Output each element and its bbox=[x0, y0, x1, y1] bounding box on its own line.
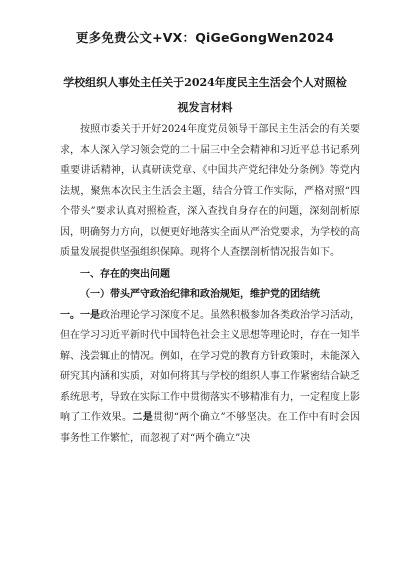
subsection-heading-tail: 一。 bbox=[60, 309, 80, 321]
point-marker-1: 一是 bbox=[80, 309, 100, 321]
section-heading: 一、存在的突出问题 bbox=[80, 268, 170, 280]
title-line-2: 视发言材料 bbox=[177, 101, 233, 114]
intro-paragraph: 按照市委关于开好2024年度党员领导干部民主生活会的有关要求，本人深入学习领会党的二十届三中全会精神和习近平总书记系列重要讲话精神，认真研读党章、《中国共产党纪律处分条例》等党内法规，聚焦本次民主生活会主题，结合分管工作实际，严格对照“四个带头”要求认真对照检查，深入查找自身存在的问题，深刻剖析原因，明确努力方向，以便更好地落实全面从严治党要求，为学校的高质量发展提供坚强组织保障。现将个人查摆剖析情况报告如下。 bbox=[60, 124, 360, 258]
body-paragraph bbox=[60, 306, 360, 450]
subsection-heading: （一）带头严守政治纪律和政治规矩，维护党的团结统 bbox=[80, 289, 320, 300]
point-marker-2: 二是 bbox=[132, 412, 154, 423]
title-line-1: 学校组织人事处主任关于2024年度民主生活会个人对照检 bbox=[63, 76, 347, 89]
promo-header: 更多免费公文+VX：QiGeGongWen2024 bbox=[75, 30, 335, 45]
document-body bbox=[60, 120, 360, 449]
point-text-2: 贯彻“两个确立”不够坚决。在工作中有时会因事务性工作繁忙，而忽视了对“两个确立”决 bbox=[60, 412, 361, 444]
document-title bbox=[44, 70, 366, 120]
point-text-1: 政治理论学习深度不足。虽然积极参加各类政治学习活动，但在学习习近平新时代中国特色社会主义思想等理论时，存在一知半解、浅尝辄止的情况。例如，在学习党的教育方针政策时，未能深入研究其内涵和实质，对如何将其与学校的组织人事工作紧密结合缺乏系统思考，导致在实际工作中贯彻落实不够精准有力，一定程度上影响了工作效果。 bbox=[60, 309, 360, 423]
